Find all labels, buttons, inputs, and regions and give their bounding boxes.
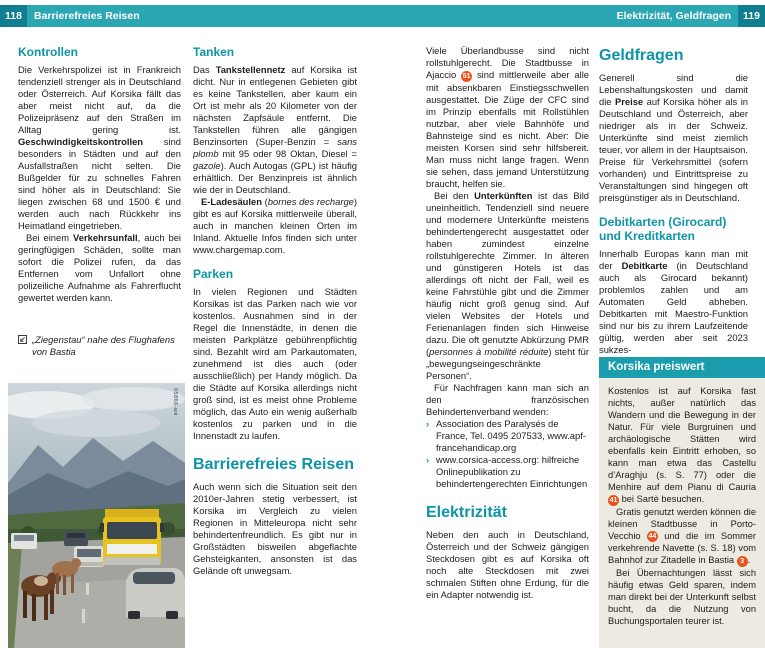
white-van <box>11 533 37 549</box>
link-text: Association des Paralysés de France, Tel. 0495 207533, www.apf-francehandicap.org <box>436 417 586 453</box>
silver-car <box>126 568 185 619</box>
photo-goat-traffic-jam <box>8 383 185 648</box>
paragraph-unterkuenfte: Bei den Unterkünften ist das Bild uneinheitlich. Tendenziell sind neuere und modernere Unterkünfte meistens behindertengerecht ausgestattet oder haben zumindest einzelne rollstuhlgerechte Zimmer. In älteren und günstigeren Hotels ist das allerdings oft nicht der Fall, weil es keine Fahrstühle gibt und die Zimmer häufig nicht groß genug sind. Auf vielen Websites der Hotels und Ferienanlagen finden sich Hinweise dazu. Die oft genutzte Abkürzung PMR (personnes à mobilité réduite) steht für „bewegungseingeschränkte Personen“. <box>426 189 589 381</box>
infobox-body <box>599 378 765 634</box>
paragraph-nachfragen: Für Nachfragen kann man sich an den französischen Behindertenverband wenden: <box>426 381 589 417</box>
heading-kontrollen: Kontrollen <box>18 45 78 59</box>
running-title-left: Barrierefreies Reisen <box>34 10 140 22</box>
paragraph-barrierefrei: Auch wenn sich die Situation seit den 2010er-Jahren stetig verbessert, ist Korsika im Vergleich zu vielen Regionen in Mitteleuropa nicht sehr behindertenfreundlich. Es gibt nur in Großstädten bisweilen abgeflachte Gehsteigkanten, ansonsten ist das Gelände oft unwegsam. <box>193 481 357 576</box>
paragraph-tanken-2: E-Ladesäulen (bornes des recharge) gibt es auf Korsika mittlerweile überall, auch in manchen kleinen Orten im Inland. Aktuelle Infos finden sich unter www.chargemap.com. <box>193 196 357 255</box>
map-marker: 51 <box>462 72 471 80</box>
heading-barrierefreies-reisen: Barrierefreies Reisen <box>193 456 354 473</box>
list-item-apf <box>426 418 589 454</box>
heading-elektrizitaet: Elektrizität <box>426 503 507 521</box>
column-barrierefrei-elektrizitaet <box>426 45 589 645</box>
list-item-corsica-access <box>426 454 589 490</box>
page-number-right: 119 <box>738 5 765 27</box>
infobox-korsika-preiswert <box>599 357 765 648</box>
infobox-paragraph-3: Bei Übernachtungen lässt sich häufig etwas Geld sparen, indem man direkt bei der Unterkunft selbst bucht, da die Nutzung von Buchungsportalen teurer ist. <box>608 567 756 626</box>
paragraph-kontrollen-1: Die Verkehrspolizei ist in Frankreich tendenziell strenger als in Deutschland oder Österreich. Auf Korsika fällt das aber meist nicht auf, da die Polizeipräsenz auf den Straßen im Alltag gering ist. Geschwindigkeitskontrollen sind besonders in Städten und auf den Ausfallstraßen nicht selten. Die Bußgelder für zu schnelles Fahren sind höher als in Deutschland: Sie liegen zwischen 68 und 1500 € und werden auch nach Rückkehr ins Heimatland eingetrieben. <box>18 64 181 231</box>
map-marker: 41 <box>609 496 618 504</box>
map-marker: 44 <box>648 533 657 540</box>
paragraph-parken: In vielen Regionen und Städten Korsikas ist das Parken nach wie vor kostenlos. Ausnahmen sind in der Regel die Innenstädte, in denen die meisten Parkplätze gebührenpflichtig sind. Bezahlt wird am Parkautomaten, zunehmend ist dies auch (oder ausschließlich) per Handy möglich. Da die Städte auf Korsika allerdings nicht groß sind, ist es meist ohne Probleme möglich, das Auto ein wenig außerhalb kostenlos zu parken und in die Innenstadt zu laufen. <box>193 286 357 441</box>
photo-caption <box>18 334 181 358</box>
photo-illustration <box>8 383 185 648</box>
paragraph-kontrollen-2: Bei einem Verkehrsunfall, auch bei geringfügigen Schäden, sollte man sofort die Polizei rufen, da das Entfernen vom Unfallort ohne polizeiliche Aufnahme als Fahrerflucht gewertet werden kann. <box>18 232 181 303</box>
paragraph-tanken-1: Das Tankstellennetz auf Korsika ist dicht. Nur in entlegenen Gebieten gibt es keine Tankstellen, aber kaum ein Ort ist mehr als 20 Kilometer von der nächsten Zapfsäule entfernt. Die Tankstellen führen alle gängigen Benzinsorten (Super-Benzin = sans plomb mit 95 oder 98 Oktan, Diesel = gazole). Auch Autogas (GPL) ist häufig erhältlich. Der Benzinpreis ist ähnlich wie der in Deutschland. <box>193 64 357 195</box>
running-header-right <box>610 5 765 27</box>
photo-reference-icon <box>18 335 27 358</box>
yellow-truck <box>100 509 164 565</box>
infobox-paragraph-2: Gratis genutzt werden können die kleinen Stadtbusse in Porto-Vecchio 44 und die im Sommer verkehrende Navette (s. S. 18) vom Bahnhof zur Zitadelle in Bastia 3 . <box>608 506 757 565</box>
paragraph-elektrizitaet: Neben den auch in Deutschland, Österreich und der Schweiz gängigen Steckdosen gibt es auf Korsika oft noch alte Steckdosen mit zwei schmalen Stiften ohne Erdung, für die ein Adapter notwendig ist. <box>426 528 589 600</box>
page-number-left: 118 <box>0 5 27 27</box>
photo-caption-text: „Ziegenstau“ nahe des Flughafens von Bastia <box>32 334 175 357</box>
column-geldfragen <box>599 45 748 354</box>
running-title-right: Elektrizität, Geldfragen <box>616 10 731 22</box>
heading-debitkarten: Debitkarten (Girocard) und Kreditkarten <box>599 215 727 243</box>
column-tanken-parken <box>193 45 357 645</box>
column-kontrollen <box>18 45 181 380</box>
running-header <box>0 5 765 27</box>
paragraph-busse: Viele Überlandbusse sind nicht rollstuhlgerecht. Die Stadtbusse in Ajaccio 51 sind mittlerweile aber alle mit absenkbaren Einstiegsschwellen ausgestattet. Die Züge der CFC sind im Prinzip ebenfalls mit Rollstühlen nutzbar, aber viele Bahnhöfe und Bahnsteige sind es nicht. Aber: Die meisten Korsen sind sehr hilfsbereit. Man muss nicht lange fragen. Wenn sie sehen, dass jemand Unterstützung braucht, helfen sie. <box>426 45 589 189</box>
heading-tanken: Tanken <box>193 45 235 59</box>
infobox-paragraph-1: Kostenlos ist auf Korsika fast nichts, außer natürlich das Wandern und die Bewegung in der Natur. Für viele Burgruinen und archäologische Stätten wird ebenfalls kein Eintritt erhoben, so kann man etwa das Castellu d’Araghju (s. S. 77) oder die Menhire auf dem Pianu di Cauria 41 bei Sartè besuchen. <box>608 386 756 504</box>
infobox-title: Korsika preiswert <box>599 357 765 378</box>
running-header-left <box>0 5 147 27</box>
link-text: www.corsica-access.org: hilfreiche Onlinepublikation zu behindertengerechten Einrichtungen <box>436 453 588 489</box>
link-arrow-icon: › <box>426 453 430 465</box>
paragraph-geld: Generell sind die Lebenshaltungskosten und damit die Preise auf Korsika höher als in Deutschland und Österreich, aber niedriger als in der Schweiz. Unterkünfte sind meist ziemlich teuer, vor allem in der Hauptsaison. Preise für Verkehrsmittel (sofern vorhanden) und Eintrittspreise zu Veranstaltungen sind hingegen oft preisgünstiger als in Deutschland. <box>599 72 748 203</box>
contact-link-list <box>426 418 589 490</box>
photo-credit: 05866-wk <box>172 388 178 416</box>
heading-parken: Parken <box>193 267 234 281</box>
paragraph-debitkarten: Innerhalb Europas kann man mit der Debitkarte (in Deutschland auch als Girocard bekannt) problemlos zahlen und am Automaten Geld abheben. Debitkarten mit Maestro-Funktion sind nur bis zu ihrem Laufzeitende gültig, werden aber seit 2023 sukzes- <box>599 248 748 354</box>
link-arrow-icon: › <box>426 417 430 429</box>
heading-geldfragen: Geldfragen <box>599 47 684 64</box>
map-marker: 3 <box>737 556 748 567</box>
dark-car <box>64 531 88 546</box>
